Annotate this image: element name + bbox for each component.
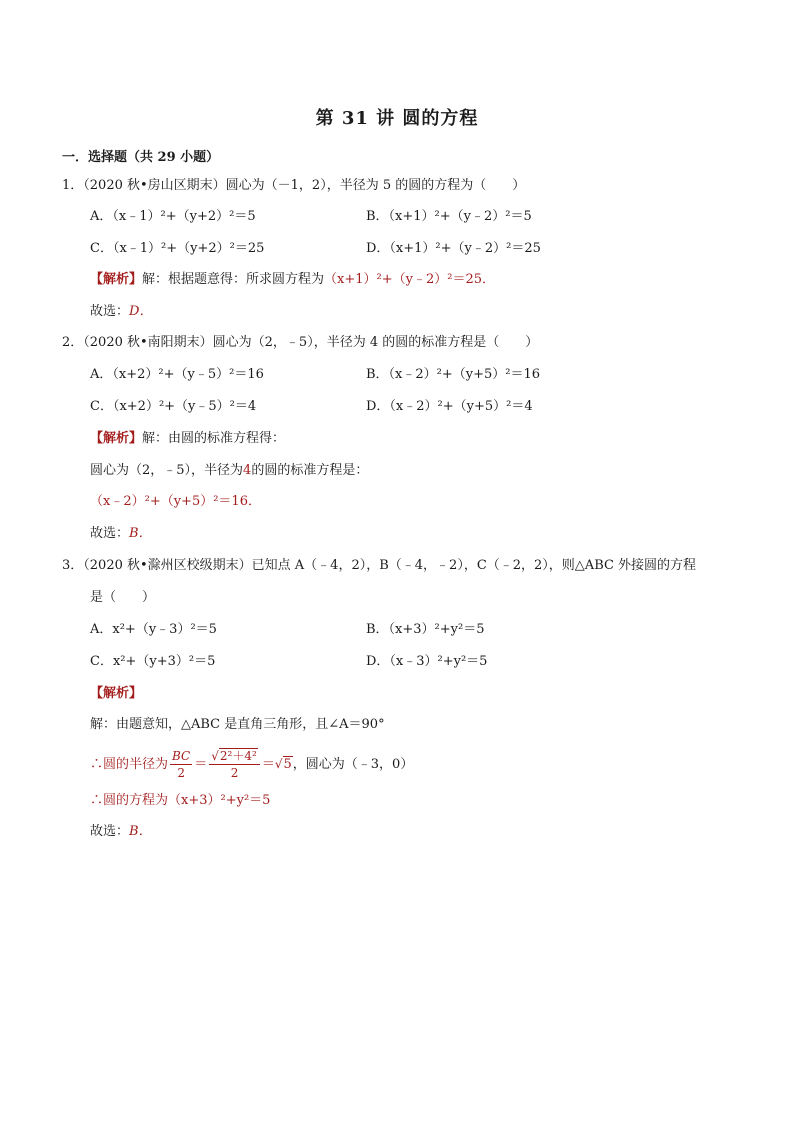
sqrt-icon: √ — [274, 757, 283, 771]
q3-option-c: C．x²+（y+3）²＝5 — [90, 654, 216, 669]
q1-answer — [90, 303, 152, 321]
q2-option-b: B．（x﹣2）²+（y+5）²＝16 — [366, 367, 541, 382]
answer-prefix: 故选： — [90, 526, 130, 541]
q3-radius-line: ∴圆的半径为 $\frac{BC}{2}$ ＝ $\frac{\text{√2²＋4²}}{2}$ ＝√5，圆心为（﹣3，0） — [90, 749, 414, 780]
q2-option-d: D．（x﹣2）²+（y+5）²＝4 — [366, 399, 533, 414]
q3-analysis-label: 【解析】 — [90, 686, 143, 701]
q2-analysis-line2 — [90, 462, 368, 480]
fraction-numerator: BC — [172, 749, 191, 763]
radius-value: 4 — [243, 463, 252, 478]
analysis-label: 【解析】 — [90, 431, 143, 446]
fraction-bc-over-2 — [170, 749, 192, 780]
analysis-text: ∴圆的半径为 — [90, 757, 169, 772]
fraction-denominator: 2 — [177, 766, 185, 780]
q1-option-c: C．（x﹣1）²+（y+2）²＝25 — [90, 241, 265, 256]
q2-option-a: A．（x+2）²+（y﹣5）²＝16 — [90, 367, 264, 382]
q2-analysis — [90, 430, 285, 448]
sqrt-icon: √ — [211, 749, 219, 763]
analysis-text: 的圆的标准方程是： — [251, 463, 369, 478]
q3-stem-line2: 是（ ） — [90, 590, 156, 605]
analysis-label: 【解析】 — [90, 272, 143, 287]
q3-option-a: A．x²+（y﹣3）²＝5 — [90, 622, 217, 637]
q2-formula: （x﹣2）²+（y+5）²＝16． — [90, 494, 261, 509]
q3-option-d: D．（x﹣3）²+y²＝5 — [366, 654, 488, 669]
q3-answer — [90, 823, 152, 841]
analysis-text: 解：由圆的标准方程得： — [142, 431, 286, 446]
q2-answer — [90, 525, 152, 543]
radicand: 5 — [283, 757, 292, 772]
answer-value: B． — [129, 824, 152, 839]
q3-stem-line1: 3．（2020 秋•滁州区校级期末）已知点 A（﹣4，2），B（﹣4，﹣2），C（﹣2，2），则△ABC 外接圆的方程 — [62, 558, 697, 573]
fraction-sqrt-over-2 — [209, 749, 260, 780]
section-heading: 一．选择题（共 29 小题） — [62, 150, 220, 165]
q3-option-b: B．（x+3）²+y²＝5 — [366, 622, 485, 637]
center-text: ，圆心为（﹣3，0） — [292, 757, 414, 772]
q1-analysis — [90, 271, 495, 289]
q1-option-b: B．（x+1）²+（y﹣2）²＝5 — [366, 209, 532, 224]
q3-equation-line: ∴圆的方程为（x+3）²+y²＝5 — [90, 793, 271, 808]
q3-analysis-line1: 解：由题意知，△ABC 是直角三角形，且∠A＝90° — [90, 717, 385, 732]
fraction-numerator — [209, 749, 260, 765]
q2-option-c: C．（x+2）²+（y﹣5）²＝4 — [90, 399, 257, 414]
fraction-denominator: 2 — [230, 766, 239, 780]
answer-prefix: 故选： — [90, 824, 130, 839]
page-title: 第 31 讲 圆的方程 — [315, 108, 479, 129]
answer-prefix: 故选： — [90, 304, 130, 319]
analysis-text: 圆心为（2，﹣5），半径为 — [90, 463, 244, 478]
answer-value: B． — [129, 526, 152, 541]
q1-option-a: A．（x﹣1）²+（y+2）²＝5 — [90, 209, 256, 224]
q2-stem: 2．（2020 秋•南阳期末）圆心为（2，﹣5），半径为 4 的圆的标准方程是（ ） — [62, 335, 539, 350]
answer-value: D． — [129, 304, 153, 319]
analysis-text: 解：根据题意得：所求圆方程为 — [142, 272, 325, 287]
radicand: 2²＋4² — [219, 749, 257, 763]
q1-stem: 1．（2020 秋•房山区期末）圆心为（－1，2），半径为 5 的圆的方程为（ ） — [62, 178, 526, 193]
q1-option-d: D．（x+1）²+（y﹣2）²＝25 — [366, 241, 541, 256]
analysis-formula: （x+1）²+（y﹣2）²＝25． — [324, 272, 495, 287]
